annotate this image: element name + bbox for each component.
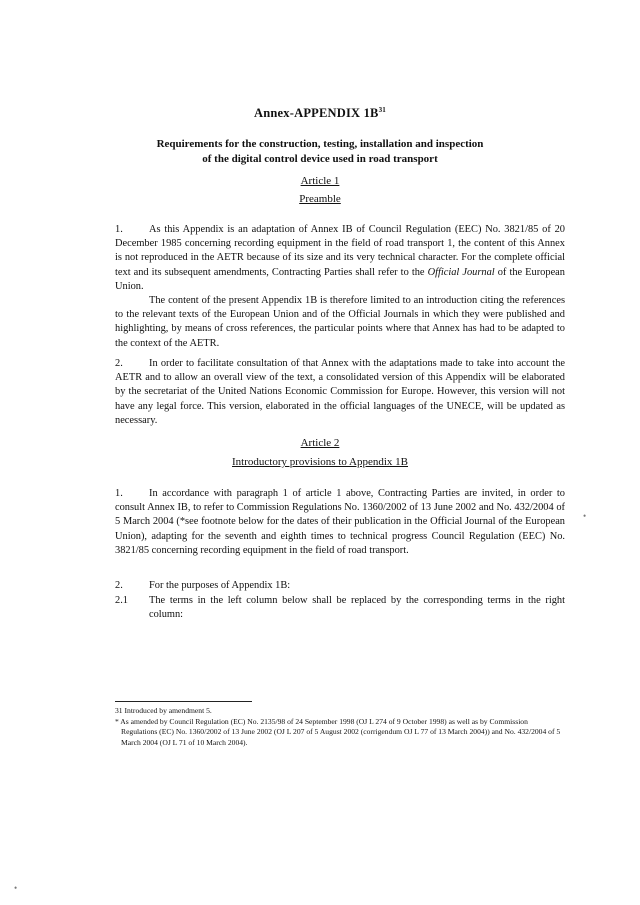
paragraph-number: 1.: [115, 488, 123, 499]
subtitle-line-1: Requirements for the construction, testing, installation and inspection: [156, 138, 484, 150]
footnote-asterisk-text: * As amended by Council Regulation (EC) No. 2135/98 of 24 September 1998 (OJ L 274 of 9 October 1998) as well as by Commission Regulations (EC) No. 1360/2002 of 13 June 2002 (OJ L 207 of 5 August 2002 (corrigendum OJ L 77 of 13 March 2004)) and No. 432/2004 of 5 March 2004 (OJ L 71 of 10 March 2004).: [115, 717, 561, 747]
article-2-heading: Article 2: [300, 437, 340, 449]
footnote-31: 31 Introduced by amendment 5.: [115, 706, 212, 715]
title-footnote-ref: 31: [378, 106, 386, 114]
paragraph-text: In order to facilitate consultation of that Annex with the adaptations made to take into account the AETR and to allow an overall view of the text, a consolidated version of this Appendix will be elaborated by the secretariat of the United Nations Economic Commission for Europe. However, this version will not have any legal force. This version, elaborated in the official languages of the UNECE, will be updated as necessary.: [115, 358, 565, 426]
footnote-asterisk: [115, 717, 565, 748]
title-text: Annex-APPENDIX 1B: [254, 106, 379, 120]
paragraph-italic: Official Journal: [427, 266, 495, 278]
paragraph-text: The terms in the left column below shall be replaced by the corresponding terms in the right column:: [149, 595, 565, 621]
footnote-separator: [115, 701, 252, 702]
paragraph-number: 2.1: [115, 595, 128, 606]
article-2-paragraph-2: [115, 579, 565, 593]
article-1-paragraph-2: [115, 357, 565, 428]
scan-mark: •: [14, 883, 18, 893]
page-subtitle: [150, 137, 490, 167]
article-1-paragraph-1b: The content of the present Appendix 1B is therefore limited to an introduction citing the references to the relevant texts of the European Union and of the Official Journals in which they were published and highlighting, by means of cross references, the particular points where that Annex has had to be adapted to the context of the AETR.: [115, 295, 565, 349]
article-2-paragraph-2-1: [115, 594, 565, 622]
article-1-subheading: Preamble: [299, 193, 341, 205]
paragraph-text-b: of the European Union.: [115, 266, 565, 292]
article-1-paragraph-1: [115, 223, 565, 294]
subtitle-line-2: of the digital control device used in road transport: [202, 153, 438, 165]
paragraph-number: 1.: [115, 224, 123, 235]
paragraph-number: 2.: [115, 580, 123, 591]
scan-mark: •: [583, 511, 587, 521]
paragraph-text-a: As this Appendix is an adaptation of Annex IB of Council Regulation (EEC) No. 3821/85 of 20 December 1985 concerning recording equipment in the field of road transport 1, the content of this Annex is not reproduced in the AETR because of its size and its very technical character. For the complete official text and its subsequent amendments, Contracting Parties shall refer to the: [115, 224, 565, 278]
article-2-paragraph-1: [115, 487, 565, 558]
paragraph-text: For the purposes of Appendix 1B:: [149, 580, 291, 591]
article-1-heading: Article 1: [300, 175, 340, 187]
paragraph-number: 2.: [115, 358, 123, 369]
paragraph-text: In accordance with paragraph 1 of article 1 above, Contracting Parties are invited, in order to consult Annex IB, to refer to Commission Regulations No. 1360/2002 of 13 June 2002 and No. 432/2004 of 5 March 2004 (*see footnote below for the dates of their publication in the Official Journal of the European Union), adapting for the seventh and eighth times to technical progress Council Regulation (EEC) No. 3821/85 concerning recording equipment in the field of road transport.: [115, 488, 565, 556]
page-title: [0, 106, 640, 121]
article-2-subheading: Introductory provisions to Appendix 1B: [232, 456, 408, 468]
